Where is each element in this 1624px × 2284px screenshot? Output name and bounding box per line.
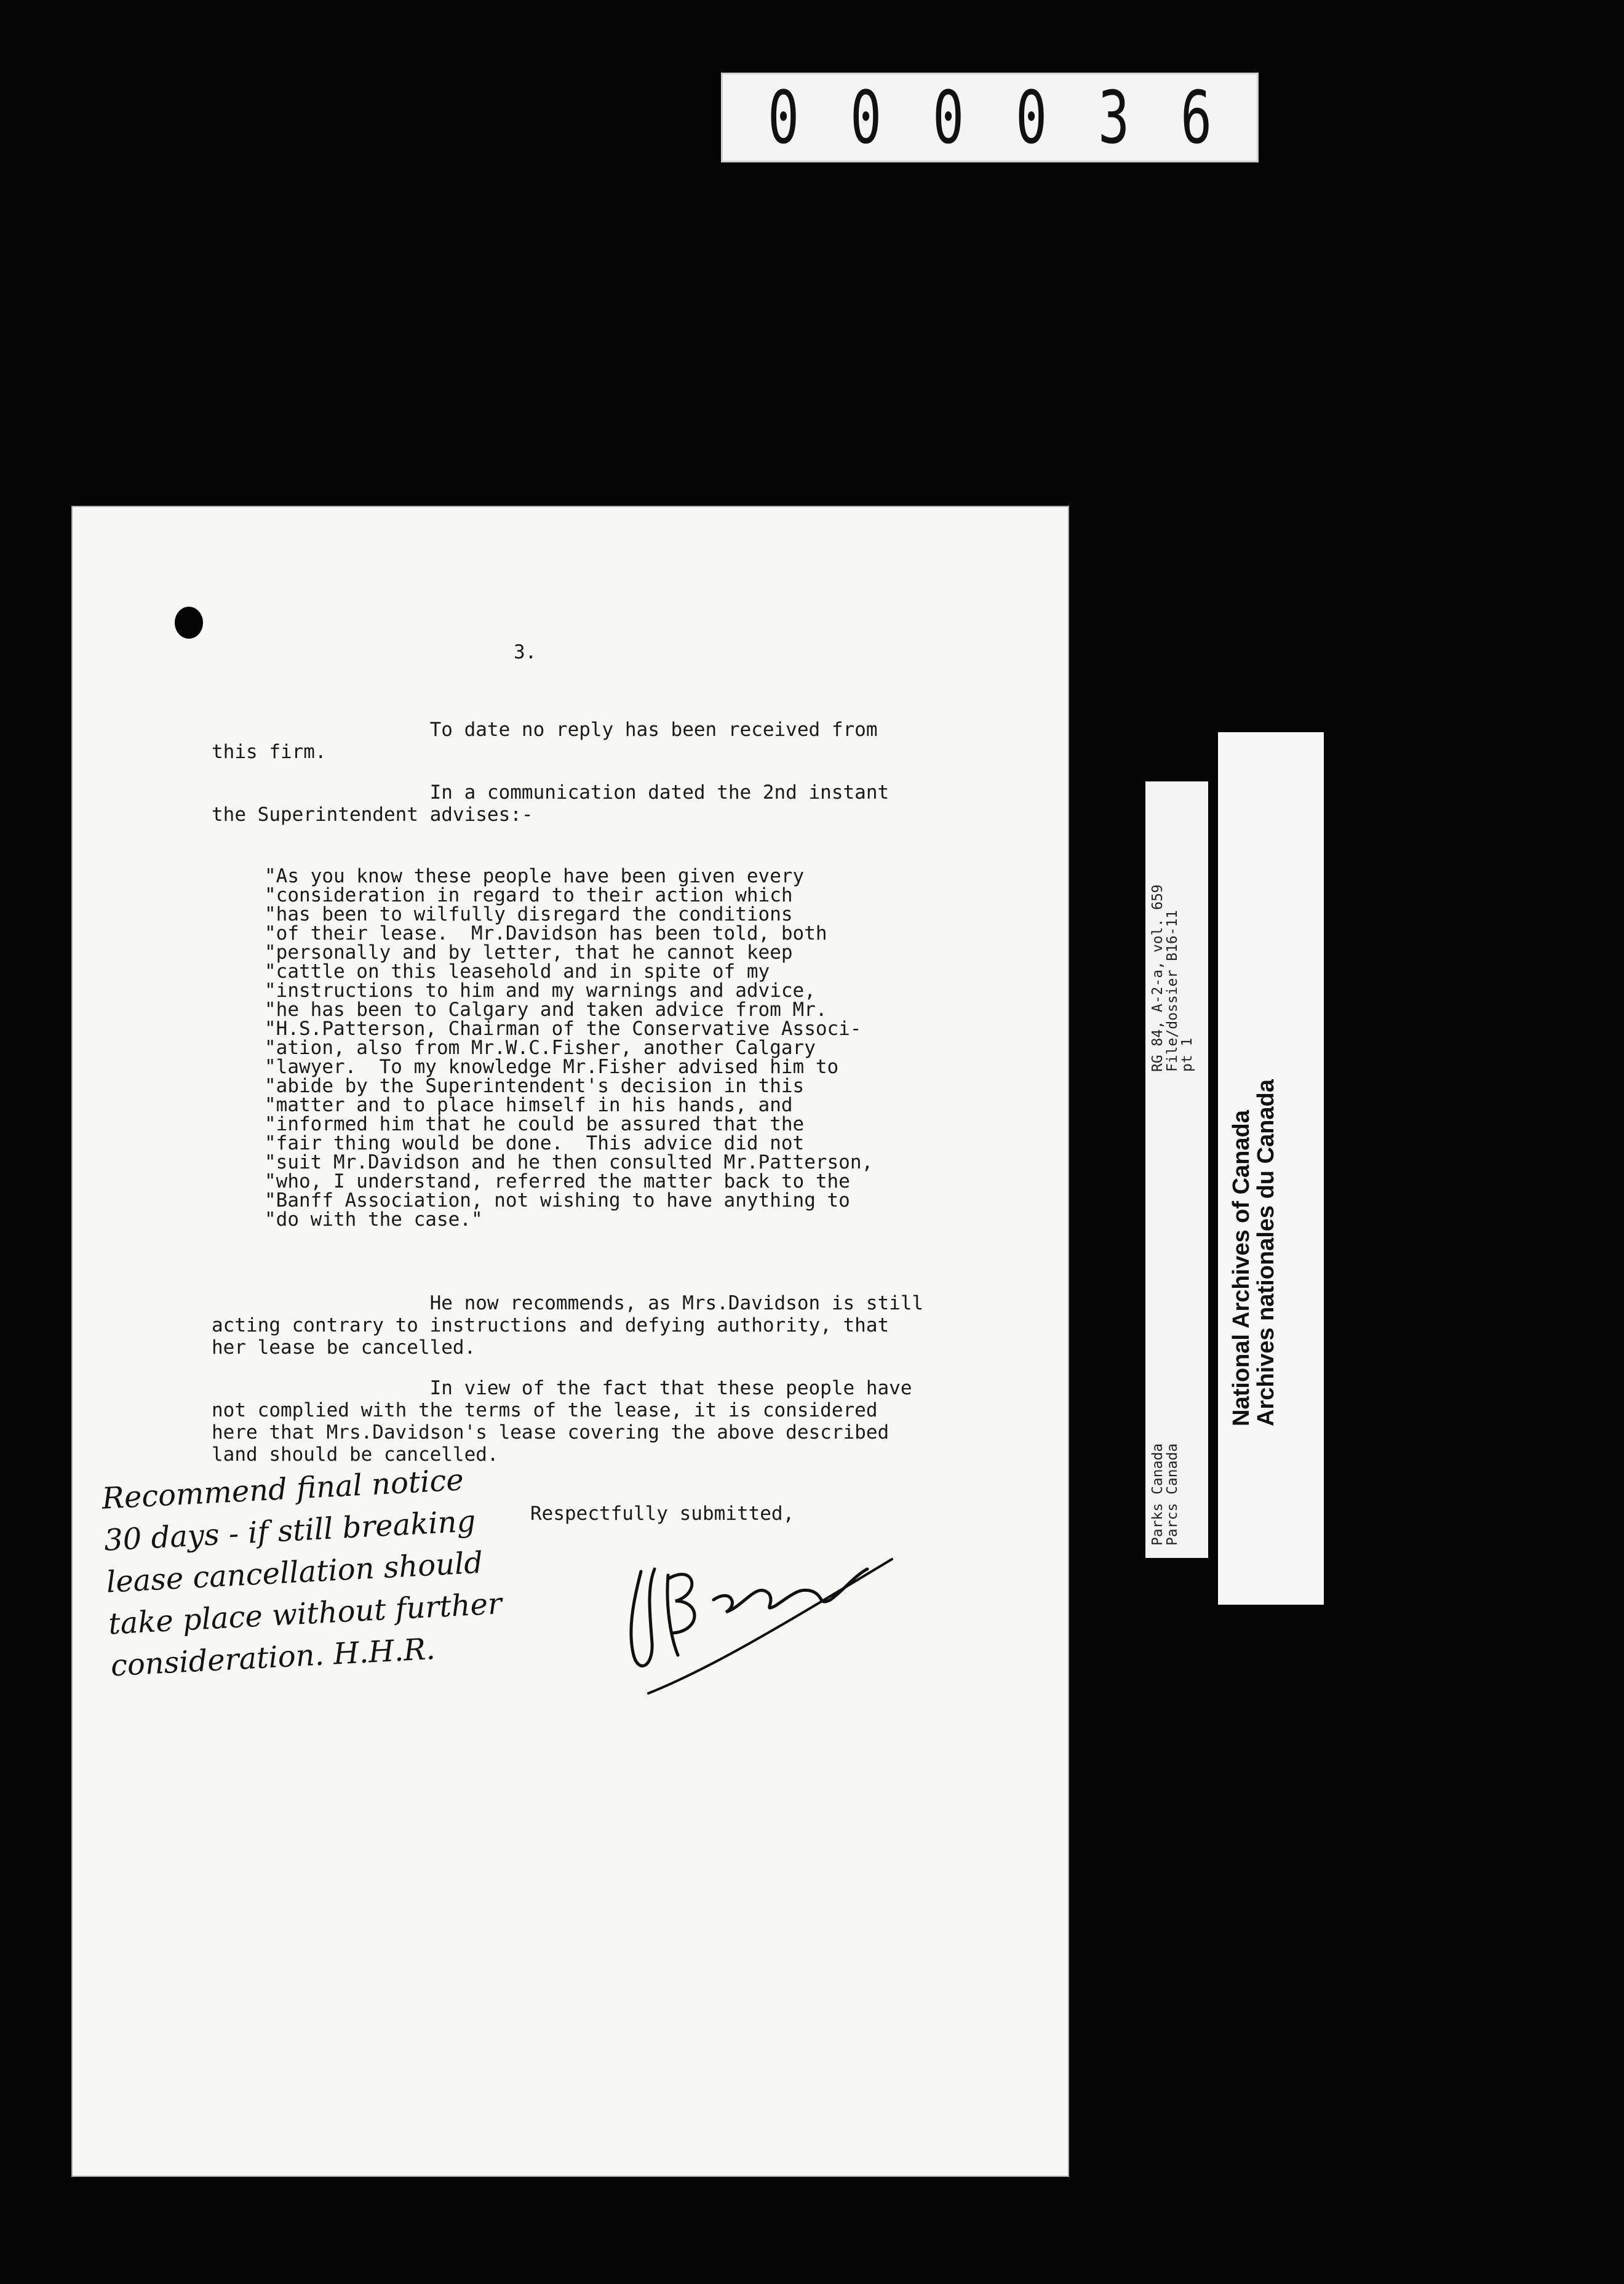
quote-line: "suit Mr.Davidson and he then consulted Mr.Patterson, [265,1151,874,1173]
page-number: 3. [514,641,537,663]
frame-digit: 0 [768,75,800,160]
quote-line: "he has been to Calgary and taken advice from Mr. [265,999,827,1021]
label-line: Archives nationales du Canada [1253,1079,1279,1426]
handwritten-note [101,1458,505,1687]
handwritten-line: 30 days - if still breaking [103,1504,477,1558]
quote-line: "consideration in regard to their action which [265,884,793,906]
text-line: In a communication dated the 2nd instant [212,781,890,804]
label-line: RG 84, A-2-a, vol. 659 [1150,884,1166,1072]
quote-line: "H.S.Patterson, Chairman of the Conservative Associ- [265,1018,862,1040]
text-line: He now recommends, as Mrs.Davidson is still [212,1292,924,1314]
quote-line: "personally and by letter, that he cannot keep [265,941,793,964]
label-line: Parcs Canada [1164,1443,1180,1546]
label-line: Parks Canada [1150,1443,1166,1546]
handwritten-line: take place without further [107,1586,503,1642]
quote-line: "has been to wilfully disregard the conditions [265,903,793,925]
label-line: pt 1 [1179,1037,1195,1072]
text-line: land should be cancelled. [212,1443,499,1466]
text-line: To date no reply has been received from [212,719,878,741]
text-line: this firm. [212,741,327,763]
frame-digit: 6 [1180,75,1212,160]
label-line: National Archives of Canada [1228,1110,1254,1426]
handwritten-line: lease cancellation should [105,1545,484,1600]
text-line: here that Mrs.Davidson's lease covering the above described [212,1421,890,1443]
quote-line: "do with the case." [265,1208,483,1231]
quote-line: "lawyer. To my knowledge Mr.Fisher advised him to [265,1056,839,1078]
frame-digit: 0 [1015,75,1047,160]
quote-line: "matter and to place himself in his hands, and [265,1094,793,1116]
quote-line: "fair thing would be done. This advice did not [265,1132,805,1154]
text-line: In view of the fact that these people have [212,1377,912,1399]
signature-icon [609,1532,904,1698]
handwritten-line: Recommend final notice [101,1463,465,1516]
quote-line: "cattle on this leasehold and in spite of my [265,960,770,983]
quote-line: "abide by the Superintendent's decision in this [265,1075,805,1097]
closing-text: Respectfully submitted, [530,1503,795,1525]
quote-line: "who, I understand, referred the matter back to the [265,1170,850,1192]
quote-line: "of their lease. Mr.Davidson has been told, both [265,922,827,944]
handwritten-line: consideration. H.H.R. [109,1631,436,1683]
quote-line: "ation, also from Mr.W.C.Fisher, another Calgary [265,1037,816,1059]
quote-line: "informed him that he could be assured that the [265,1113,805,1135]
text-line: acting contrary to instructions and defying authority, that [212,1314,890,1336]
archive-institution-label [1218,732,1324,1605]
punch-hole [175,607,203,639]
frame-digit: 0 [933,75,965,160]
frame-digit: 0 [850,75,882,160]
quote-line: "instructions to him and my warnings and advice, [265,980,816,1002]
label-line: File/dossier B16-11 [1164,909,1180,1072]
quote-line: "As you know these people have been given every [265,865,805,887]
text-line: the Superintendent advises:- [212,804,533,826]
frame-digit: 3 [1097,75,1129,160]
frame-number-label [721,73,1259,162]
archive-reference-label [1145,781,1208,1558]
text-line: her lease be cancelled. [212,1336,476,1359]
text-line: not complied with the terms of the lease, it is considered [212,1399,878,1421]
quote-line: "Banff Association, not wishing to have anything to [265,1189,850,1212]
